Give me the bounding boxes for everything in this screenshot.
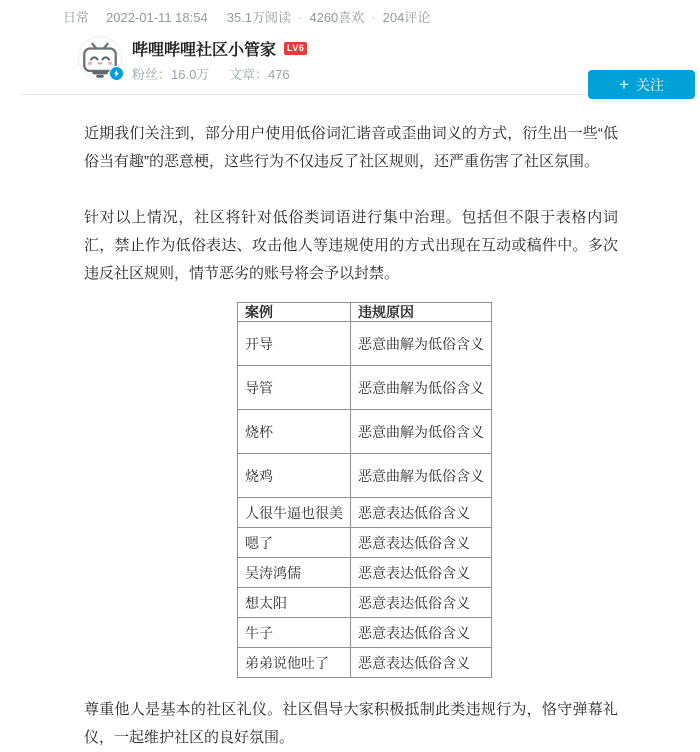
- paragraph-policy: 针对以上情况，社区将针对低俗类词语进行集中治理。包括但不限于表格内词汇，禁止作为低俗表达、攻击他人等违规使用的方式出现在互动或稿件中。多次违反社区规则，情节恶劣的账号将会予以封禁。: [84, 209, 618, 282]
- avatar[interactable]: [78, 36, 122, 80]
- table-row: [238, 558, 492, 588]
- author-name[interactable]: 哔哩哔哩社区小管家: [132, 41, 277, 59]
- reason-cell: 恶意表达低俗含义: [351, 558, 492, 588]
- author-header: [78, 35, 700, 94]
- case-cell: 开导: [238, 322, 351, 366]
- table-row: [238, 648, 492, 678]
- table-row: [238, 498, 492, 528]
- articles-label: 文章：: [228, 67, 268, 82]
- category-tag[interactable]: 日常: [63, 10, 90, 25]
- reason-cell: 恶意曲解为低俗含义: [351, 322, 492, 366]
- table-row: [238, 618, 492, 648]
- post-meta-bar: [0, 0, 700, 26]
- table-row: [238, 588, 492, 618]
- reason-cell: 恶意曲解为低俗含义: [351, 410, 492, 454]
- case-cell: 吴涛鸿儒: [238, 558, 351, 588]
- dot-separator: ·: [371, 10, 376, 25]
- reason-cell: 恶意表达低俗含义: [351, 648, 492, 678]
- table-header-row: [238, 303, 492, 322]
- reason-cell: 恶意表达低俗含义: [351, 528, 492, 558]
- table-row: [238, 366, 492, 410]
- case-cell: 想太阳: [238, 588, 351, 618]
- table-row: [238, 528, 492, 558]
- reason-cell: 恶意曲解为低俗含义: [351, 454, 492, 498]
- follow-button[interactable]: [588, 70, 695, 99]
- followers-label: 粉丝：: [132, 67, 172, 82]
- paragraph-closing: 尊重他人是基本的社区礼仪。社区倡导大家积极抵制此类违规行为，恪守弹幕礼仪，一起维护社区的良好氛围。: [84, 701, 618, 746]
- case-cell: 嗯了: [238, 528, 351, 558]
- follow-button-label: 关注: [635, 76, 664, 93]
- case-cell: 导管: [238, 366, 351, 410]
- reason-cell: 恶意曲解为低俗含义: [351, 366, 492, 410]
- table-row: [238, 322, 492, 366]
- like-count: 4260喜欢: [309, 10, 365, 25]
- table-header-reason: 违规原因: [351, 303, 492, 322]
- reason-cell: 恶意表达低俗含义: [351, 588, 492, 618]
- table-row: [238, 410, 492, 454]
- read-count: 35.1万阅读: [226, 10, 292, 25]
- article-body: [0, 95, 700, 752]
- reason-cell: 恶意表达低俗含义: [351, 498, 492, 528]
- case-cell: 牛子: [238, 618, 351, 648]
- articles-value: 476: [267, 67, 290, 82]
- case-cell: 人很牛逼也很美: [238, 498, 351, 528]
- official-verified-icon: [109, 66, 124, 81]
- case-cell: 烧杯: [238, 410, 351, 454]
- level-badge: LV6: [284, 42, 307, 55]
- dot-separator: ·: [298, 10, 303, 25]
- paragraph-intro: 近期我们关注到，部分用户使用低俗词汇谐音或歪曲词义的方式，衍生出一些“低俗当有趣”的恶意梗，这些行为不仅违反了社区规则，还严重伤害了社区氛围。: [84, 125, 618, 170]
- violation-table: [237, 302, 492, 678]
- case-cell: 弟弟说他吐了: [238, 648, 351, 678]
- plus-icon: +: [619, 75, 629, 94]
- table-row: [238, 454, 492, 498]
- publish-time: 2022-01-11 18:54: [106, 10, 208, 25]
- reason-cell: 恶意表达低俗含义: [351, 618, 492, 648]
- table-header-case: 案例: [238, 303, 351, 322]
- followers-value: 16.0万: [171, 67, 210, 82]
- case-cell: 烧鸡: [238, 454, 351, 498]
- comment-count: 204评论: [382, 10, 431, 25]
